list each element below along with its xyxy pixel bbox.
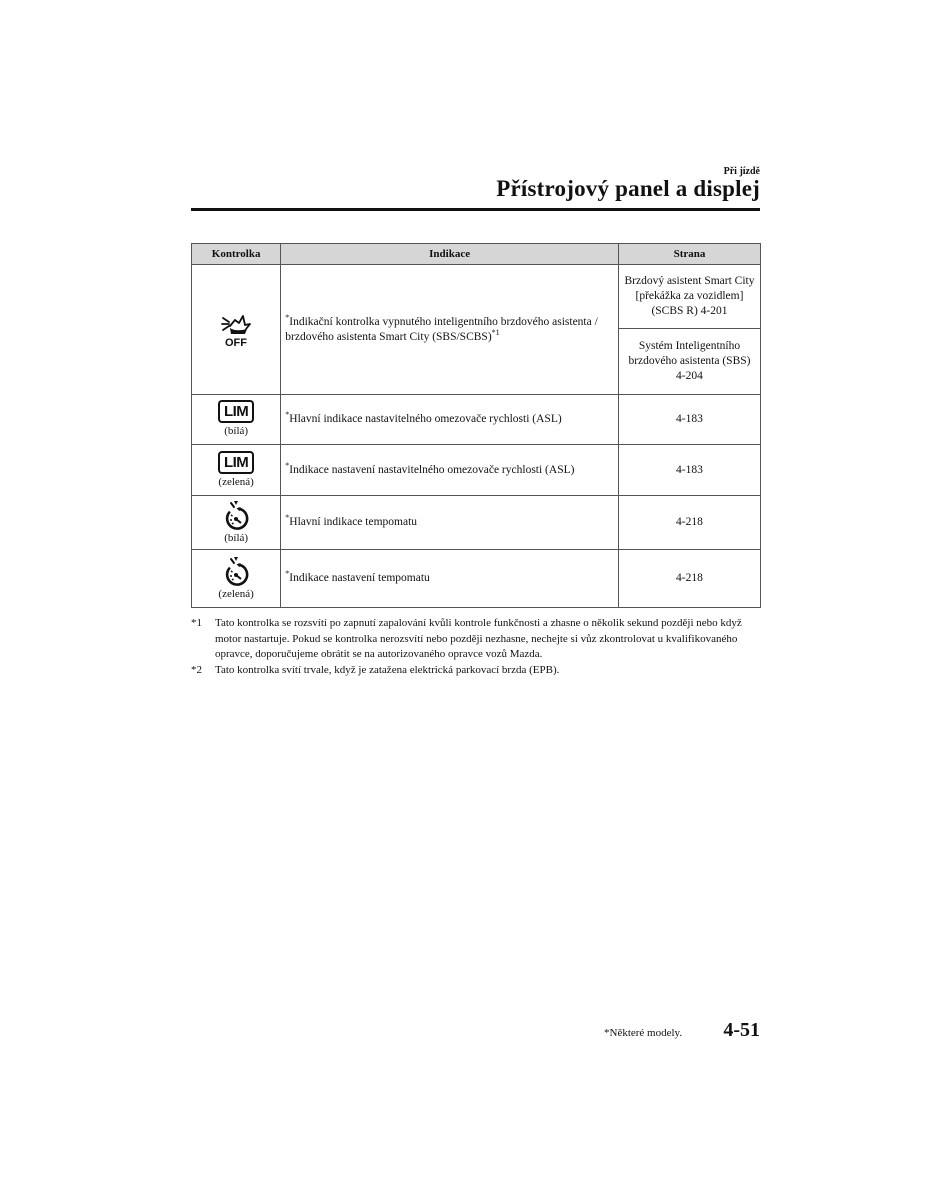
off-text: OFF [225, 336, 248, 348]
icon-cell [192, 550, 281, 608]
footnote-mark: *2 [191, 663, 202, 676]
indication-cell [281, 395, 619, 445]
indication-text: Hlavní indikace tempomatu [289, 516, 418, 528]
page-cell: Brzdový asistent Smart City [překážka za vozidlem] (SCBS R) 4-201 [618, 265, 760, 329]
sbs-off-icon [219, 312, 253, 348]
lim-icon: LIM [218, 451, 254, 474]
asterisk: * [285, 312, 290, 322]
page-title: Přístrojový panel a displej [496, 176, 760, 201]
icon-color-label: (bílá) [224, 531, 249, 544]
indication-text: Indikace nastavení tempomatu [289, 572, 430, 584]
icon-cell [192, 496, 281, 550]
col-header-kontrolka: Kontrolka [192, 244, 281, 265]
table-row [192, 496, 761, 550]
indication-text: Indikace nastavení nastavitelného omezovače rychlosti (ASL) [289, 463, 575, 476]
footnote [191, 616, 761, 663]
section-label: Při jízdě [723, 166, 760, 177]
icon-cell [192, 265, 281, 395]
table-row [192, 265, 761, 329]
cruise-control-icon [223, 556, 249, 586]
page-number: 4-51 [723, 1019, 760, 1041]
asterisk: * [285, 513, 290, 523]
table-row [192, 445, 761, 496]
asterisk: * [285, 410, 290, 420]
indication-cell [281, 496, 619, 550]
icon-color-label: (bílá) [224, 425, 249, 437]
table-row [192, 550, 761, 608]
page-cell: 4-183 [618, 395, 760, 445]
page-cell: 4-218 [618, 550, 760, 608]
indication-cell [281, 445, 619, 496]
page-cell: Systém Inteligentního brzdového asistenta (SBS) 4-204 [618, 329, 760, 395]
lim-icon: LIM [218, 400, 254, 423]
indicator-table [191, 243, 761, 608]
note-ref: *1 [491, 327, 500, 337]
icon-color-label: (zelená) [218, 475, 254, 488]
footnote-text: Tato kontrolka se rozsvítí po zapnutí zapalování kvůli kontrole funkčnosti a zhasne o několik sekund později nebo když motor nastartuje. Pokud se kontrolka nerozsvítí nebo později nezhasne, nechejte si vůz zkontrolovat u kvalifikovaného opravce, doporučujeme obrátit se na autorizovaného opravce vozů Mazda. [215, 617, 742, 660]
icon-cell [192, 395, 281, 445]
title-rule [191, 208, 760, 211]
asterisk: * [285, 460, 290, 470]
footnote-text: Tato kontrolka svítí trvale, když je zatažena elektrická parkovací brzda (EPB). [215, 663, 560, 676]
footer-note: *Některé modely. [604, 1027, 683, 1039]
page-cell: 4-183 [618, 445, 760, 496]
col-header-strana: Strana [618, 244, 760, 265]
footnotes [191, 616, 761, 678]
icon-cell [192, 445, 281, 496]
footnote-mark: *1 [191, 617, 202, 629]
indication-text: Hlavní indikace nastavitelného omezovače rychlosti (ASL) [289, 413, 562, 425]
indication-cell [281, 550, 619, 608]
cruise-control-icon [223, 500, 249, 530]
table-row [192, 395, 761, 445]
asterisk: * [285, 569, 290, 579]
footnote [191, 663, 761, 679]
icon-color-label: (zelená) [218, 587, 254, 600]
col-header-indikace: Indikace [281, 244, 619, 265]
table-header-row [192, 244, 761, 265]
indication-text: Indikační kontrolka vypnutého inteligentního brzdového asistenta / brzdového asistenta Smart City (SBS/SCBS) [285, 315, 598, 343]
page-cell: 4-218 [618, 496, 760, 550]
indication-cell [281, 265, 619, 395]
